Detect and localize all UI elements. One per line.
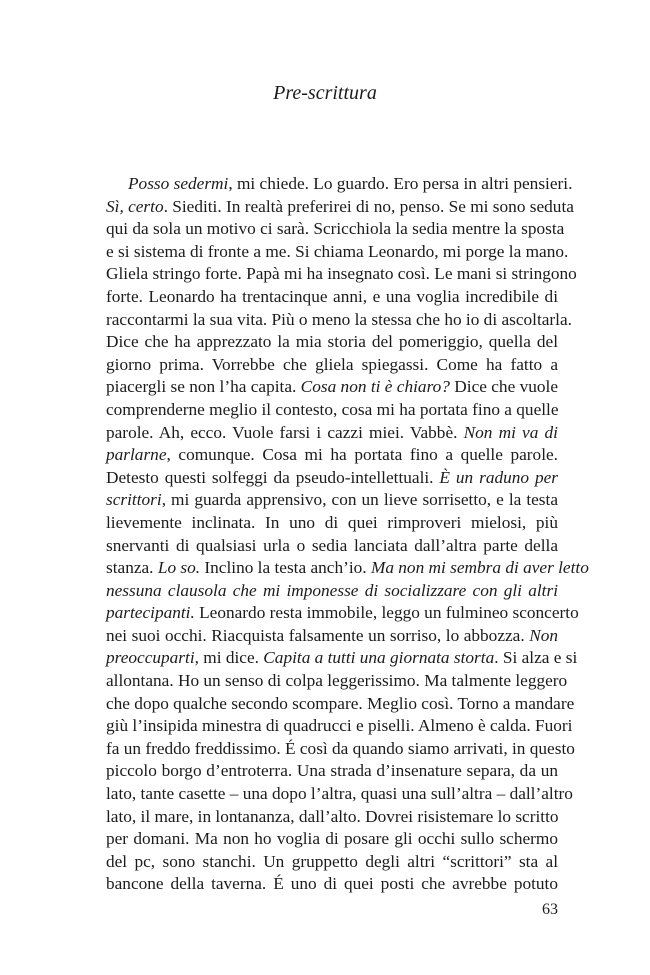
text-line	[106, 670, 568, 693]
text-run: qui da sola un motivo ci sarà. Scricchiola la sedia mentre la sposta	[106, 219, 565, 239]
text-line	[106, 580, 558, 603]
text-line	[106, 535, 558, 558]
text-line	[106, 218, 565, 241]
italic-text: Cosa non ti è chiaro?	[300, 377, 450, 397]
text-line	[106, 851, 558, 874]
text-line	[106, 196, 574, 219]
text-run: , mi dice.	[194, 648, 264, 668]
text-line	[106, 693, 575, 716]
text-run: . Si alza e si	[494, 648, 578, 668]
italic-text: Non	[529, 625, 558, 645]
text-run: , mi guarda apprensivo, con un lieve sorrisetto, e la testa	[161, 490, 558, 510]
text-run: nei suoi occhi. Riacquista falsamente un sorriso, lo abbozza.	[106, 625, 530, 645]
italic-text: Lo so.	[157, 558, 201, 578]
text-line	[106, 647, 578, 670]
text-line	[106, 806, 558, 829]
italic-text: Capita a tutti una giornata storta	[263, 648, 495, 668]
text-line	[106, 783, 573, 806]
italic-text: Posso sedermi	[128, 174, 229, 193]
text-run: e si sistema di fronte a me. Si chiama Leonardo, mi porge la mano.	[106, 241, 569, 261]
text-run: giorno prima. Vorrebbe che gliela spiegassi. Come ha fatto a	[106, 354, 558, 374]
text-run: Inclino la testa anch’io.	[200, 558, 371, 578]
text-line	[106, 873, 558, 896]
text-line	[106, 331, 558, 354]
italic-text: Sì, certo	[106, 196, 164, 216]
text-line	[106, 309, 572, 332]
italic-text: scrittori	[106, 490, 162, 510]
text-run: lievemente inclinata. In uno di quei rimproveri mielosi, più	[106, 512, 558, 532]
text-run: piccolo borgo d’entroterra. Una strada d’insenature separa, da un	[106, 761, 558, 781]
text-run: , comunque. Cosa mi ha portata fino a quelle parole.	[166, 445, 558, 465]
text-run: raccontarmi la sua vita. Più o meno la stessa che ho io di ascoltarla.	[106, 309, 572, 329]
text-run: parole. Ah, ecco. Vuole farsi i cazzi miei. Vabbè.	[106, 422, 464, 442]
text-line	[106, 602, 579, 625]
text-line	[106, 286, 558, 309]
italic-text: È un raduno per	[439, 467, 559, 487]
chapter-title: Pre-scrittura	[273, 82, 377, 104]
text-run: Detesto questi solfeggi da pseudo-intellettuali.	[106, 467, 440, 487]
text-line	[106, 263, 577, 286]
italic-text: Non mi va di	[463, 422, 558, 442]
text-run: Gliela stringo forte. Papà mi ha insegnato così. Le mani si stringono	[106, 264, 577, 284]
text-line	[106, 715, 573, 738]
body-paragraph	[106, 173, 589, 896]
italic-text: parlarne	[106, 445, 167, 465]
text-line	[106, 376, 558, 399]
text-line	[106, 557, 589, 580]
text-run: per domani. Ma non ho voglia di posare gli occhi sullo schermo	[106, 829, 558, 849]
text-line	[106, 760, 558, 783]
italic-text: partecipanti.	[106, 603, 195, 623]
text-run: snervanti di qualsiasi urla o sedia lanciata dall’altra parte della	[106, 535, 558, 555]
text-line	[106, 512, 558, 535]
text-run: comprenderne meglio il contesto, cosa mi ha portata fino a quelle	[106, 399, 559, 419]
text-line	[106, 625, 558, 648]
text-line	[106, 444, 558, 467]
text-run: stanza.	[106, 558, 158, 578]
text-run: giù l’insipida minestra di quadrucci e piselli. Almeno è calda. Fuori	[106, 716, 573, 736]
text-run: Dice che vuole	[449, 377, 558, 397]
text-run: forte. Leonardo ha trentacinque anni, e una voglia incredibile di	[106, 286, 558, 306]
text-run: del pc, sono stanchi. Un gruppetto degli altri “scrittori” sta al	[106, 851, 558, 871]
text-line	[106, 399, 558, 422]
italic-text: preoccuparti	[106, 648, 195, 668]
text-line	[106, 241, 569, 264]
text-run: lato, tante casette – una dopo l’altra, quasi una sull’altra – dall’altro	[106, 784, 573, 804]
text-run: Dice che ha apprezzato la mia storia del pomeriggio, quella del	[106, 332, 558, 352]
text-line	[106, 173, 573, 196]
text-run: . Siediti. In realtà preferirei di no, penso. Se mi sono seduta	[163, 196, 574, 216]
text-run: fa un freddo freddissimo. É così da quando siamo arrivati, in questo	[106, 738, 575, 758]
italic-text: Ma non mi sembra di aver letto	[370, 558, 589, 578]
text-run: lato, il mare, in lontananza, dall’alto. Dovrei risistemare lo scritto	[106, 806, 559, 826]
italic-text: nessuna clausola che mi imponesse di socializzare con gli altri	[106, 580, 558, 600]
text-line	[106, 738, 575, 761]
text-run: allontana. Ho un senso di colpa leggerissimo. Ma talmente leggero	[106, 671, 568, 691]
text-run: , mi chiede. Lo guardo. Ero persa in altri pensieri.	[228, 174, 573, 193]
page-number: 63	[542, 901, 558, 918]
text-run: che dopo qualche secondo scompare. Meglio così. Torno a mandare	[106, 693, 575, 713]
text-line	[106, 354, 558, 377]
text-line	[106, 422, 558, 445]
text-run: piacergli se non l’ha capita.	[106, 377, 301, 397]
text-run: Leonardo resta immobile, leggo un fulmineo sconcerto	[194, 603, 579, 623]
text-run: bancone della taverna. É uno di quei posti che avrebbe potuto	[106, 874, 558, 894]
text-line	[106, 828, 558, 851]
text-line	[106, 467, 558, 490]
text-line	[106, 489, 558, 512]
